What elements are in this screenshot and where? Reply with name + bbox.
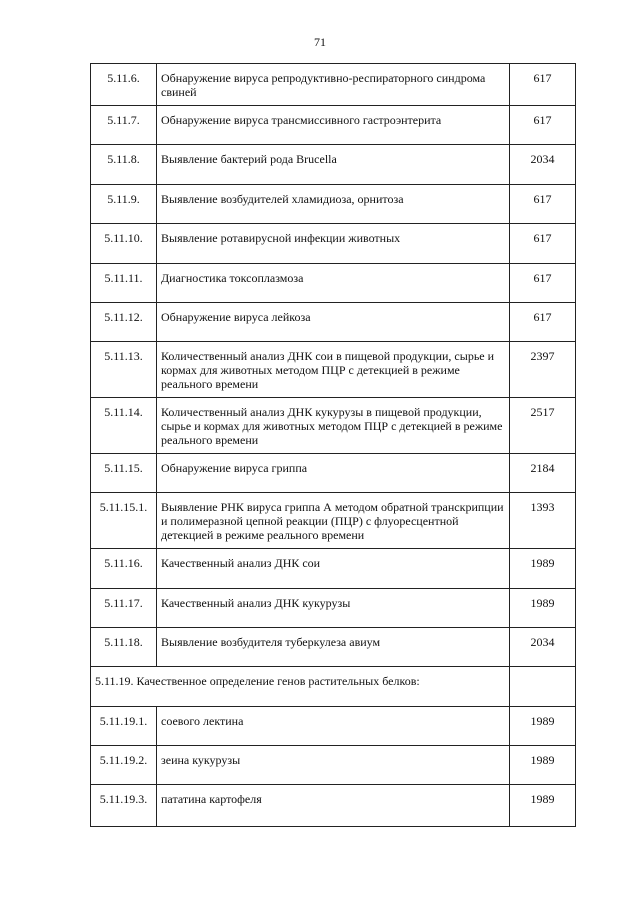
row-description: Качественный анализ ДНК сои — [157, 549, 510, 589]
table-row — [91, 398, 576, 454]
row-description: Выявление РНК вируса гриппа А методом обратной транскрипции и полимеразной цепной реакции (ПЦР) с флуоресцентной детекцией в режиме реального времени — [157, 493, 510, 549]
table-row — [91, 589, 576, 628]
group-header-row — [91, 667, 576, 707]
row-description: Выявление возбудителей хламидиоза, орнитоза — [157, 185, 510, 224]
row-code: 5.11.18. — [91, 628, 157, 667]
row-price: 617 — [510, 303, 576, 342]
row-code: 5.11.10. — [91, 224, 157, 264]
table-row — [91, 106, 576, 145]
row-description: соевого лектина — [157, 707, 510, 746]
row-description: Диагностика токсоплазмоза — [157, 264, 510, 303]
row-description: Обнаружение вируса трансмиссивного гастроэнтерита — [157, 106, 510, 145]
row-code: 5.11.6. — [91, 64, 157, 106]
table-row — [91, 493, 576, 549]
table-row — [91, 454, 576, 493]
row-code: 5.11.19.3. — [91, 785, 157, 827]
row-description: Обнаружение вируса лейкоза — [157, 303, 510, 342]
row-price: 617 — [510, 264, 576, 303]
table-row — [91, 303, 576, 342]
row-code: 5.11.11. — [91, 264, 157, 303]
table-row — [91, 185, 576, 224]
row-price: 1989 — [510, 549, 576, 589]
table-row — [91, 224, 576, 264]
row-price: 2397 — [510, 342, 576, 398]
table-row — [91, 145, 576, 185]
row-description: пататина картофеля — [157, 785, 510, 827]
row-code: 5.11.15. — [91, 454, 157, 493]
row-description: Количественный анализ ДНК кукурузы в пищевой продукции, сырье и кормах для животных методом ПЦР с детекцией в режиме реального времени — [157, 398, 510, 454]
table-row — [91, 628, 576, 667]
table-row — [91, 785, 576, 827]
row-price: 1989 — [510, 589, 576, 628]
row-description: Количественный анализ ДНК сои в пищевой продукции, сырье и кормах для животных методом ПЦР с детекцией в режиме реального времени — [157, 342, 510, 398]
row-code: 5.11.8. — [91, 145, 157, 185]
row-price: 2034 — [510, 628, 576, 667]
page-number: 71 — [314, 35, 326, 49]
row-price: 1989 — [510, 785, 576, 827]
row-price: 617 — [510, 185, 576, 224]
row-description: Выявление возбудителя туберкулеза авиум — [157, 628, 510, 667]
row-code: 5.11.12. — [91, 303, 157, 342]
row-price: 617 — [510, 106, 576, 145]
row-code: 5.11.14. — [91, 398, 157, 454]
table-row — [91, 264, 576, 303]
row-description: Выявление ротавирусной инфекции животных — [157, 224, 510, 264]
row-price: 2517 — [510, 398, 576, 454]
row-price: 1989 — [510, 707, 576, 746]
table-row — [91, 342, 576, 398]
row-code: 5.11.7. — [91, 106, 157, 145]
table-row — [91, 746, 576, 785]
row-code: 5.11.16. — [91, 549, 157, 589]
row-code: 5.11.9. — [91, 185, 157, 224]
row-price: 1393 — [510, 493, 576, 549]
group-title: 5.11.19. Качественное определение генов растительных белков: — [91, 667, 510, 707]
row-price: 617 — [510, 224, 576, 264]
price-table — [90, 63, 576, 827]
row-description: Выявление бактерий рода Brucella — [157, 145, 510, 185]
row-price: 617 — [510, 64, 576, 106]
table-row — [91, 549, 576, 589]
row-price: 2034 — [510, 145, 576, 185]
row-code: 5.11.19.1. — [91, 707, 157, 746]
row-description: Обнаружение вируса гриппа — [157, 454, 510, 493]
row-code: 5.11.19.2. — [91, 746, 157, 785]
row-description: зеина кукурузы — [157, 746, 510, 785]
row-price: 1989 — [510, 746, 576, 785]
row-description: Обнаружение вируса репродуктивно-респираторного синдрома свиней — [157, 64, 510, 106]
table-row — [91, 64, 576, 106]
row-price: 2184 — [510, 454, 576, 493]
row-code: 5.11.15.1. — [91, 493, 157, 549]
group-price — [510, 667, 576, 707]
row-code: 5.11.17. — [91, 589, 157, 628]
table-row — [91, 707, 576, 746]
row-code: 5.11.13. — [91, 342, 157, 398]
row-description: Качественный анализ ДНК кукурузы — [157, 589, 510, 628]
